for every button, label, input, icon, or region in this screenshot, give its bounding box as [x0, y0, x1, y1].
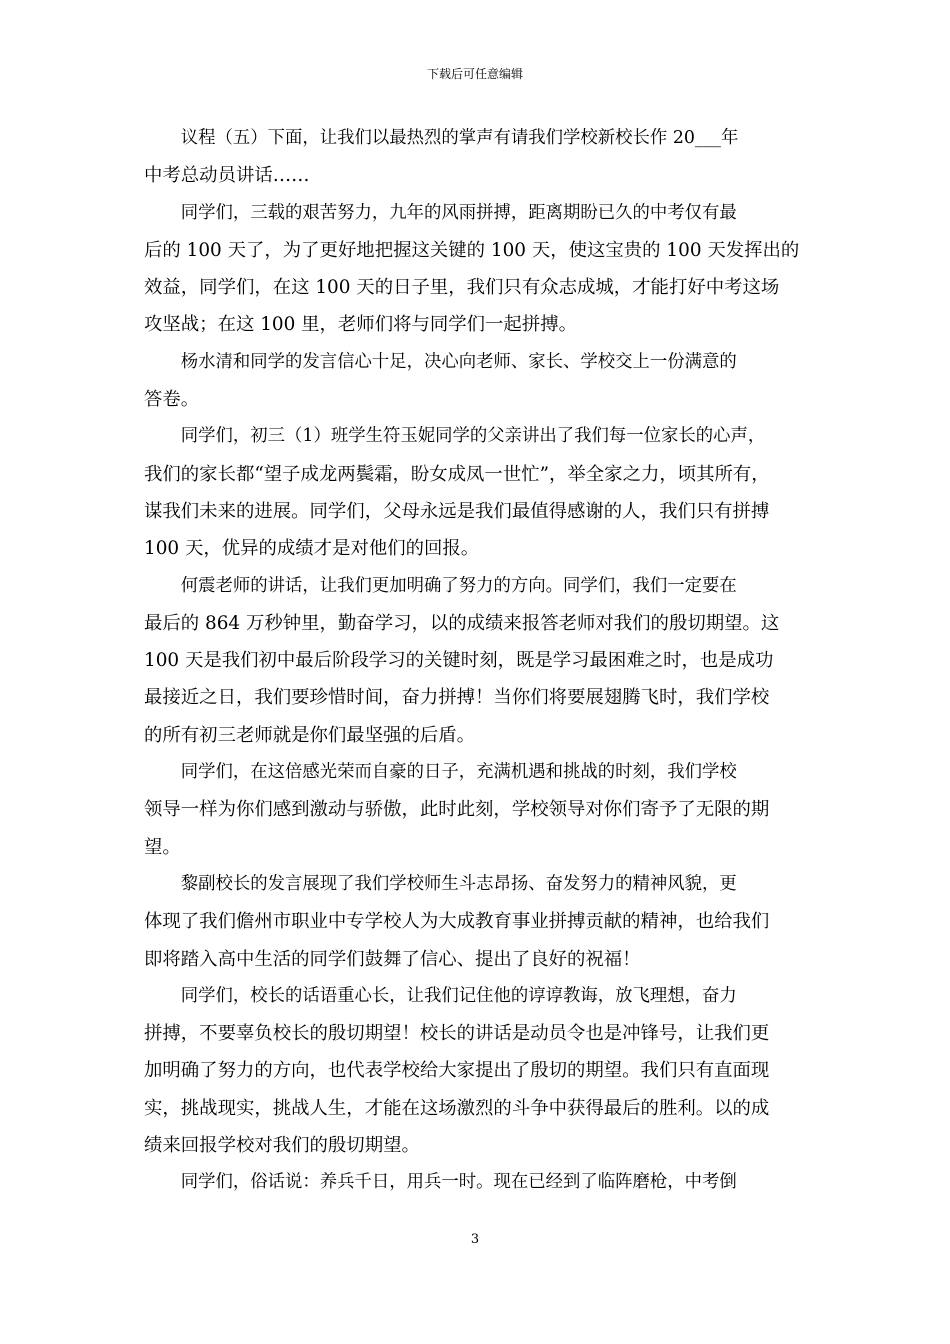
text-line: 绩来回报学校对我们的殷切期望。	[144, 1135, 420, 1157]
paragraph	[144, 344, 812, 419]
text-line: 谋我们未来的进展。同学们，父母永远是我们最值得感谢的人，我们只有拼搏	[144, 500, 770, 522]
text-line: 100 天是我们初中最后阶段学习的关键时刻，既是学习最困难之时，也是成功	[144, 650, 774, 672]
text-line: 最接近之日，我们要珍惜时间，奋力拼搏！当你们将要展翅腾飞时，我们学校	[144, 687, 770, 709]
text-line: 100 天，优异的成绩才是对他们的回报。	[144, 538, 480, 560]
paragraph	[144, 418, 812, 567]
paragraph	[144, 754, 812, 866]
text-line: 后的 100 天了，为了更好地把握这关键的 100 天，使这宝贵的 100 天发挥出的	[144, 239, 800, 261]
text-line: 我们的家长都“望子成龙两鬓霜，盼女成凤一世忙”，举全家之力，顷其所有，	[144, 463, 770, 485]
text-line: 效益，同学们，在这 100 天的日子里，我们只有众志成城，才能打好中考这场	[144, 277, 780, 299]
text-line: 何震老师的讲话，让我们更加明确了努力的方向。同学们，我们一定要在	[180, 575, 737, 596]
text-line: 中考总动员讲话……	[144, 165, 310, 187]
text-line: 同学们，初三（1）班学生符玉妮同学的父亲讲出了我们每一位家长的心声，	[180, 426, 766, 447]
text-line: 领导一样为你们感到激动与骄傲，此时此刻，学校领导对你们寄予了无限的期	[144, 799, 770, 821]
paragraph	[144, 568, 812, 754]
paragraph	[144, 120, 812, 195]
text-line: 同学们，在这倍感光荣而自豪的日子，充满机遇和挑战的时刻，我们学校	[180, 762, 737, 783]
paragraph	[144, 1164, 812, 1201]
text-line: 杨水清和同学的发言信心十足，决心向老师、家长、学校交上一份满意的	[180, 351, 737, 372]
text-line: 实，挑战现实，挑战人生，才能在这场激烈的斗争中获得最后的胜利。以的成	[144, 1097, 770, 1119]
document-body	[144, 120, 812, 1202]
text-line: 同学们，三载的艰苦努力，九年的风雨拼搏，距离期盼已久的中考仅有最	[180, 202, 737, 223]
text-line: 望。	[144, 836, 181, 858]
paragraph	[144, 978, 812, 1164]
text-line: 即将踏入高中生活的同学们鼓舞了信心、提出了良好的祝福！	[144, 948, 641, 970]
text-line: 攻坚战；在这 100 里，老师们将与同学们一起拼搏。	[144, 314, 577, 336]
paragraph	[144, 866, 812, 978]
text-line: 答卷。	[144, 389, 200, 411]
text-line: 议程（五）下面，让我们以最热烈的掌声有请我们学校新校长作 20___年	[180, 128, 739, 148]
text-line: 同学们，俗话说：养兵千日，用兵一时。现在已经到了临阵磨枪，中考倒	[180, 1172, 737, 1193]
text-line: 体现了我们儋州市职业中专学校人为大成教育事业拼搏贡献的精神，也给我们	[144, 911, 770, 933]
paragraph	[144, 195, 812, 344]
text-line: 拼搏，不要辜负校长的殷切期望！校长的讲话是动员令也是冲锋号，让我们更	[144, 1023, 770, 1045]
text-line: 加明确了努力的方向，也代表学校给大家提出了殷切的期望。我们只有直面现	[144, 1060, 770, 1082]
text-line: 最后的 864 万秒钟里，勤奋学习，以的成绩来报答老师对我们的殷切期望。这	[144, 612, 780, 634]
text-line: 的所有初三老师就是你们最坚强的后盾。	[144, 724, 476, 746]
page-header-note: 下载后可任意编辑	[426, 67, 523, 81]
page-number: 3	[470, 1232, 480, 1247]
text-line: 黎副校长的发言展现了我们学校师生斗志昂扬、奋发努力的精神风貌，更	[180, 873, 737, 894]
text-line: 同学们，校长的话语重心长，让我们记住他的谆谆教诲，放飞理想，奋力	[180, 985, 737, 1006]
